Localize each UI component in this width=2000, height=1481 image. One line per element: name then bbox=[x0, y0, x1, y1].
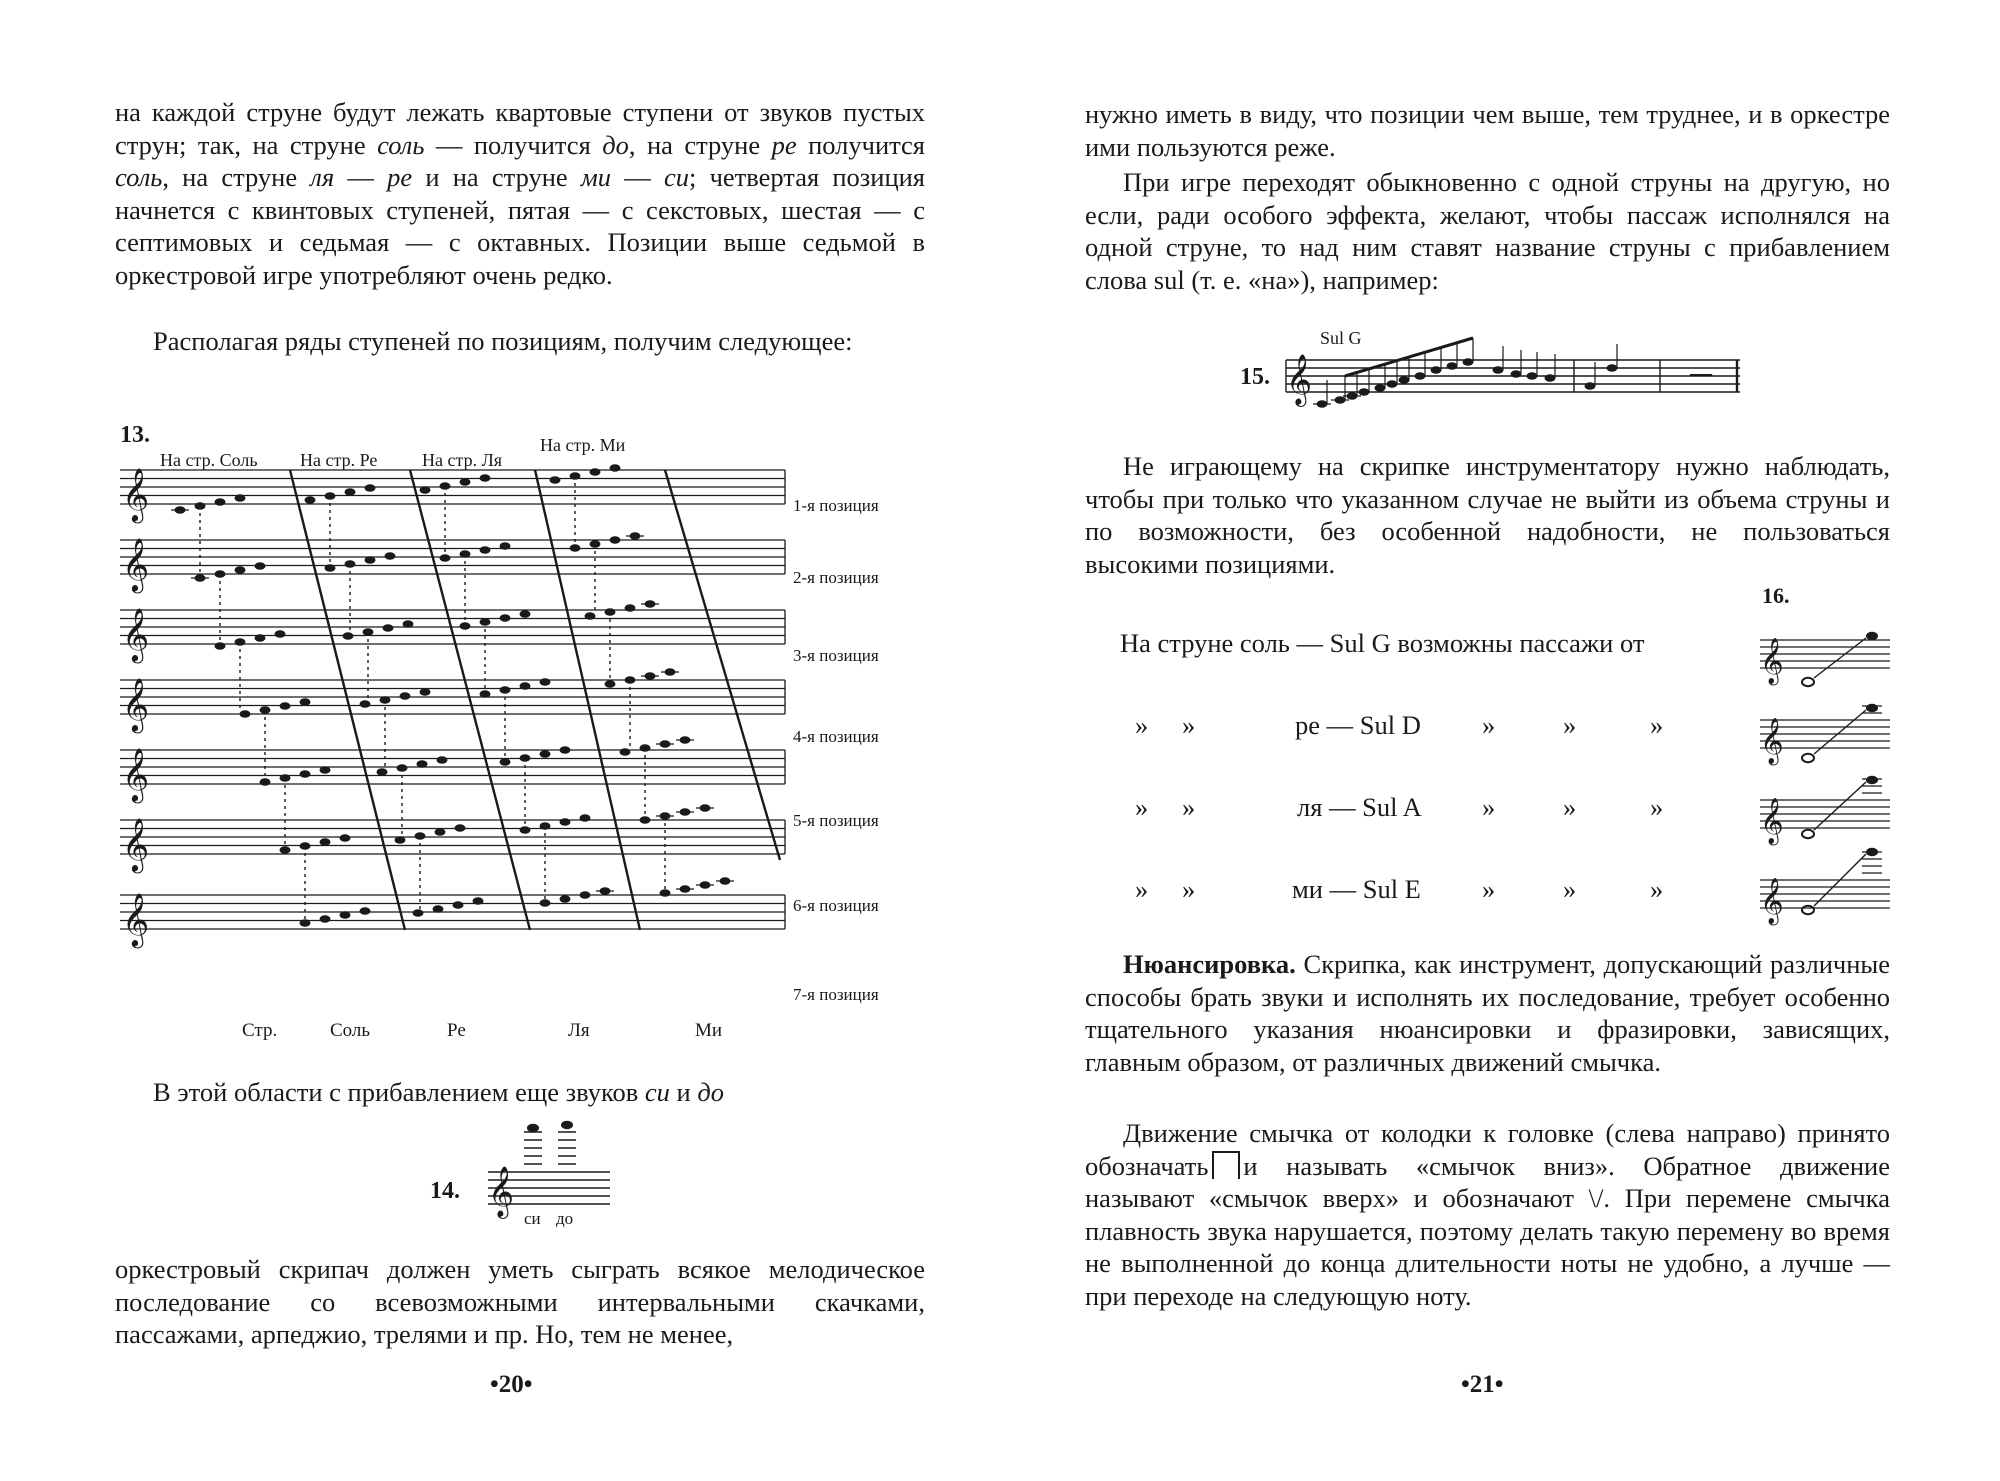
treble-clef-icon: 𝄞 bbox=[488, 1167, 515, 1216]
note-head bbox=[300, 919, 311, 927]
note-head bbox=[480, 474, 491, 482]
note-head bbox=[561, 1121, 573, 1129]
note-head bbox=[1585, 382, 1596, 390]
example-16-staves bbox=[1760, 610, 1900, 940]
string-header: На стр. Ми bbox=[540, 435, 626, 455]
treble-clef-icon: 𝄞 bbox=[122, 679, 150, 730]
footer-label: Ре bbox=[447, 1020, 466, 1041]
note-head bbox=[433, 905, 444, 913]
note-head bbox=[300, 770, 311, 778]
note-head bbox=[1493, 366, 1504, 374]
paragraph-sul: При игре переходят обыкновенно с одной струны на другую, но если, ради особого эффекта, желают, чтобы пассаж исполнялся на одной струне, то над ним ставят название струны с прибавлением слова sul (т. е. «на»), например: bbox=[1085, 167, 1890, 295]
rest-icon: — bbox=[1690, 360, 1712, 385]
note-head bbox=[560, 746, 571, 754]
paragraph-bowing: Движение смычка от колодки к головке (слева направо) принято обозначать и называть «смычок вниз». Обратное движение называют «смычок вверх» и обозначают \/. При перемене смычка плавность звука нарушается, поэтому делать такую перемену во время не выполненной до конца длительности ноты не удобно, а лучше — при переходе на следующую ноту. bbox=[1085, 1118, 1890, 1311]
note-head bbox=[280, 702, 291, 710]
note-run bbox=[1313, 338, 1618, 408]
note-head bbox=[435, 828, 446, 836]
note-head bbox=[455, 824, 466, 832]
ditto-mark: » bbox=[1563, 874, 1577, 904]
treble-clef-icon: 𝄞 bbox=[1760, 718, 1784, 763]
ditto-mark: » bbox=[1135, 874, 1149, 904]
note-head bbox=[325, 564, 336, 572]
note-head bbox=[527, 1124, 539, 1132]
note-head bbox=[1359, 388, 1370, 396]
note-head bbox=[215, 642, 226, 650]
ditto-mark: » bbox=[1482, 792, 1496, 822]
ditto-mark: » bbox=[1135, 792, 1149, 822]
note-head bbox=[1375, 384, 1386, 392]
ditto-mark: » bbox=[1563, 710, 1577, 740]
down-bow-icon bbox=[1212, 1151, 1240, 1179]
page-number: •21• bbox=[1461, 1371, 1504, 1398]
note-head bbox=[1463, 358, 1474, 366]
note-head bbox=[540, 750, 551, 758]
paragraph-additional-sounds: В этой области с прибавлением еще звуков си и до bbox=[153, 1077, 724, 1107]
staff bbox=[120, 540, 785, 574]
note-head bbox=[610, 464, 621, 472]
note-head bbox=[520, 682, 531, 690]
note-head bbox=[1802, 754, 1814, 762]
ditto-mark: » bbox=[1182, 710, 1196, 740]
passage-line bbox=[1814, 638, 1866, 678]
treble-clef-icon: 𝄞 bbox=[1286, 355, 1313, 404]
note-head bbox=[460, 478, 471, 486]
string-name: ре — Sul D bbox=[1295, 710, 1421, 740]
note-head bbox=[585, 612, 596, 620]
example-13-positions-chart bbox=[120, 420, 950, 1040]
position-label: 2-я позиция bbox=[793, 568, 879, 587]
note-head bbox=[1527, 372, 1538, 380]
note-head bbox=[1387, 380, 1398, 388]
note-head bbox=[260, 778, 271, 786]
note-head bbox=[520, 610, 531, 618]
paragraph-nuance: Нюансировка. Скрипка, как инструмент, допускающий различные способы брать звуки и исполнять их последование, требует особенно тщательного указания нюансировки и фразировки, зависящих, главным образом, от различных движений смычка. bbox=[1085, 949, 1890, 1077]
note-head bbox=[343, 632, 354, 640]
string-divider bbox=[665, 470, 780, 860]
note-head bbox=[1545, 374, 1556, 382]
note-head bbox=[440, 554, 451, 562]
note-label: до bbox=[556, 1209, 574, 1228]
note-head bbox=[395, 836, 406, 844]
note-head bbox=[1607, 364, 1618, 372]
staff bbox=[120, 680, 785, 714]
note-head bbox=[320, 766, 331, 774]
string-divider bbox=[410, 470, 530, 930]
note-head bbox=[400, 692, 411, 700]
up-bow-icon: \/. bbox=[1588, 1183, 1611, 1214]
note-head bbox=[473, 897, 484, 905]
note-head bbox=[560, 895, 571, 903]
note-head bbox=[560, 818, 571, 826]
page-number: •20• bbox=[490, 1371, 533, 1398]
ditto-mark: » bbox=[1650, 710, 1664, 740]
note-head bbox=[420, 688, 431, 696]
note-head bbox=[420, 486, 431, 494]
right-page bbox=[1000, 0, 2000, 1481]
paragraph-arrangement: Располагая ряды ступеней по позициям, получим следующее: bbox=[153, 326, 853, 356]
staff bbox=[120, 895, 785, 929]
note-head bbox=[1511, 370, 1522, 378]
position-label: 3-я позиция bbox=[793, 646, 879, 665]
treble-clef-icon: 𝄞 bbox=[1760, 878, 1784, 923]
note-head bbox=[500, 542, 511, 550]
string-header: На стр. Ля bbox=[422, 450, 503, 470]
treble-clef-icon: 𝄞 bbox=[122, 609, 150, 660]
example-number: 14. bbox=[430, 1178, 460, 1204]
treble-clef-icon: 𝄞 bbox=[122, 539, 150, 590]
ditto-mark: » bbox=[1482, 710, 1496, 740]
position-label: 1-я позиция bbox=[793, 496, 879, 515]
note-head bbox=[320, 838, 331, 846]
note-head bbox=[605, 680, 616, 688]
note-head bbox=[403, 620, 414, 628]
example-number: 16. bbox=[1762, 583, 1790, 608]
note-head bbox=[1802, 830, 1814, 838]
treble-clef-icon: 𝄞 bbox=[122, 749, 150, 800]
note-head bbox=[640, 816, 651, 824]
note-head bbox=[340, 911, 351, 919]
ditto-mark: » bbox=[1563, 792, 1577, 822]
note-head bbox=[417, 760, 428, 768]
example-15-sul-g bbox=[1240, 320, 1760, 440]
note-head bbox=[625, 604, 636, 612]
note-head bbox=[660, 889, 671, 897]
position-label: 6-я позиция bbox=[793, 896, 879, 915]
note-head bbox=[580, 814, 591, 822]
string-divider bbox=[535, 470, 640, 930]
note-head bbox=[610, 536, 621, 544]
ditto-mark: » bbox=[1482, 874, 1496, 904]
footer-label: Ми bbox=[695, 1020, 723, 1041]
ditto-mark: » bbox=[1182, 874, 1196, 904]
note-head bbox=[1866, 704, 1878, 712]
note-head bbox=[235, 566, 246, 574]
note-head bbox=[590, 468, 601, 476]
note-head bbox=[360, 907, 371, 915]
note-head bbox=[1447, 362, 1458, 370]
ditto-mark: » bbox=[1650, 792, 1664, 822]
string-header: На стр. Ре bbox=[300, 450, 378, 470]
paragraph-orchestral-violinist: оркестровый скрипач должен уметь сыграть всякое мелодическое последование со всевозможными интервальными скачками, пассажами, арпеджио, трелями и пр. Но, тем не менее, bbox=[115, 1254, 925, 1350]
note-head bbox=[500, 758, 511, 766]
note-head bbox=[580, 891, 591, 899]
note-head bbox=[437, 756, 448, 764]
treble-clef-icon: 𝄞 bbox=[122, 469, 150, 520]
footer-label: Ля bbox=[568, 1020, 590, 1041]
note-head bbox=[540, 678, 551, 686]
paragraph-positions-intro: на каждой струне будут лежать квартовые ступени от звуков пустых струн; так, на струне соль — получится до, на струне ре получится соль, на струне ля — ре и на струне ми — си; четвертая позиция начнется с квинтовых ступеней, пятая — с секстовых, шестая — с септимовых и седьмая — с октавных. Позиции выше седьмой в оркестровой игре употребляют очень редко. bbox=[115, 97, 925, 290]
note-head bbox=[413, 909, 424, 917]
note-head bbox=[1415, 372, 1426, 380]
note-head bbox=[1866, 776, 1878, 784]
note-head bbox=[620, 748, 631, 756]
note-head bbox=[377, 768, 388, 776]
note-head bbox=[480, 690, 491, 698]
paragraph-higher-positions: нужно иметь в виду, что позиции чем выше, тем труднее, и в оркестре ими пользуются реже. bbox=[1085, 99, 1890, 162]
note-head bbox=[255, 634, 266, 642]
note-label: си bbox=[524, 1209, 541, 1228]
staff bbox=[120, 820, 785, 854]
note-head bbox=[280, 846, 291, 854]
example-number: 15. bbox=[1240, 364, 1270, 390]
note-head bbox=[320, 915, 331, 923]
string-header: На стр. Соль bbox=[160, 450, 258, 470]
paragraph-instrumentator: Не играющему на скрипке инструментатору нужно наблюдать, чтобы при только что указанном случае не выйти из объема струны и по возможности, без особенной надобности, не пользоваться высокими позициями. bbox=[1085, 451, 1890, 579]
note-head bbox=[550, 476, 561, 484]
note-head bbox=[215, 498, 226, 506]
note-head bbox=[365, 484, 376, 492]
note-head bbox=[383, 624, 394, 632]
note-head bbox=[1802, 678, 1814, 686]
note-head bbox=[1866, 632, 1878, 640]
note-head bbox=[365, 556, 376, 564]
note-head bbox=[275, 630, 286, 638]
treble-clef-icon: 𝄞 bbox=[1760, 638, 1784, 683]
treble-clef-icon: 𝄞 bbox=[122, 819, 150, 870]
note-head bbox=[235, 494, 246, 502]
example-14-notes bbox=[430, 1120, 630, 1230]
ditto-mark: » bbox=[1182, 792, 1196, 822]
position-label: 4-я позиция bbox=[793, 727, 879, 746]
note-head bbox=[300, 698, 311, 706]
note-head bbox=[240, 710, 251, 718]
note-head bbox=[1802, 906, 1814, 914]
ditto-mark: » bbox=[1650, 874, 1664, 904]
treble-clef-icon: 𝄞 bbox=[122, 894, 150, 945]
note-head bbox=[340, 834, 351, 842]
note-head bbox=[305, 496, 316, 504]
note-head bbox=[500, 614, 511, 622]
position-label: 7-я позиция bbox=[793, 985, 879, 1004]
footer-label: Стр. bbox=[242, 1020, 278, 1041]
staff bbox=[120, 750, 785, 784]
note-head bbox=[255, 562, 266, 570]
note-head bbox=[1399, 376, 1410, 384]
ditto-mark: » bbox=[1135, 710, 1149, 740]
ledger-lines bbox=[524, 1132, 576, 1164]
note-head bbox=[520, 826, 531, 834]
string-name: ми — Sul E bbox=[1292, 874, 1421, 904]
note-head bbox=[570, 544, 581, 552]
note-head bbox=[540, 899, 551, 907]
note-head bbox=[460, 622, 471, 630]
treble-clef-icon: 𝄞 bbox=[1760, 798, 1784, 843]
note-head bbox=[385, 552, 396, 560]
note-head bbox=[345, 488, 356, 496]
note-head bbox=[453, 901, 464, 909]
example-number: 13. bbox=[120, 422, 150, 448]
string-name: ля — Sul A bbox=[1297, 792, 1422, 822]
note-head bbox=[360, 700, 371, 708]
footer-label: Соль bbox=[330, 1020, 371, 1041]
position-label: 5-я позиция bbox=[793, 811, 879, 830]
note-head bbox=[480, 546, 491, 554]
passage-line bbox=[1814, 782, 1866, 830]
string-label: Sul G bbox=[1320, 328, 1362, 348]
note-head bbox=[1431, 366, 1442, 374]
row-sul-g: На струне соль — Sul G возможны пассажи от bbox=[1120, 628, 1645, 658]
